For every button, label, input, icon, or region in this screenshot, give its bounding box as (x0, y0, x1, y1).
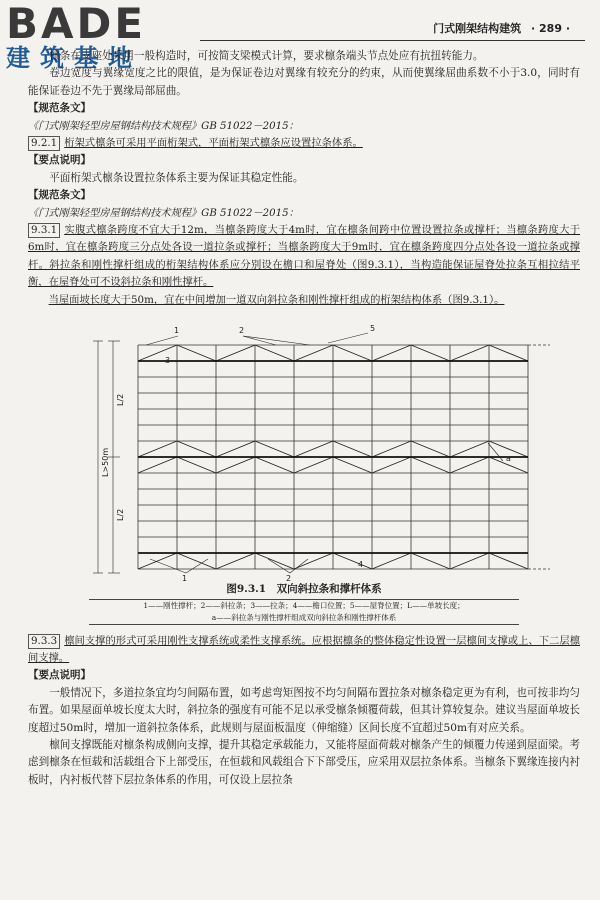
diagonal-tie (138, 457, 177, 473)
diagonal-tie (255, 457, 294, 473)
diagonal-tie (177, 345, 216, 361)
diagonal-tie (411, 553, 450, 569)
label-4: 4 (358, 560, 364, 570)
figure-caption: 图9.3.1 双向斜拉条和撑杆体系 (226, 583, 382, 596)
dim-total: L>50m (101, 447, 110, 478)
header-title: 门式刚架结构建筑 (433, 22, 522, 35)
label-1-top: 1 (174, 326, 180, 336)
diagonal-tie (372, 553, 411, 569)
diagonal-tie (450, 441, 489, 457)
dim-half-top: L/2 (116, 393, 125, 407)
header-rule (200, 40, 585, 41)
label-a: a (506, 454, 511, 464)
clause-number: 9.3.3 (28, 634, 60, 649)
clause-extra: 当屋面坡长度大于50m，宜在中间增加一道双向斜拉条和刚性撑杆组成的桁架结构体系（图9.3.1）。 (48, 293, 505, 306)
code-reference-1: 《门式刚架轻型房屋钢结构技术规程》GB 51022－2015： (28, 120, 299, 132)
diagonal-tie (294, 441, 333, 457)
diagonal-tie (294, 553, 333, 569)
diagonal-tie (411, 457, 450, 473)
diagonal-tie (255, 441, 294, 457)
diagonal-tie (138, 345, 177, 361)
label-3: 3 (165, 356, 171, 366)
logo-text: BADE (6, 0, 147, 48)
diagonal-tie (138, 441, 177, 457)
clause-text: 桁架式檩条可采用平面桁架式，平面桁架式檩条应设置拉条体系。 (64, 137, 363, 150)
logo-subtitle: 建筑基地 (6, 44, 142, 72)
diagonal-tie (333, 441, 372, 457)
clause-9-3-3 (28, 633, 580, 668)
clause-text: 檩间支撑的形式可采用刚性支撑系统或柔性支撑系统。应根据檩条的整体稳定性设置一层檩间支撑或上、下二层檩间支撑。 (28, 634, 580, 664)
diagonal-tie (177, 441, 216, 457)
diagonal-tie (411, 345, 450, 361)
label-2-top: 2 (239, 326, 245, 336)
note-paragraph-1: 一般情况下，多道拉条宜均匀间隔布置，如考虑弯矩图按不均匀间隔布置拉条对檩条稳定更为有利，也可按非均匀布置。如果屋面单坡长度太大时，斜拉条的强度有可能不足以承受檩条倾覆荷载，但其计算较复杂。建议当屋面单坡长度超过50m时，增加一道斜拉条体系，此规则与屋面板温度（伸缩缝）区间长度不宜超过50m有对应关系。 (28, 686, 580, 734)
diagonal-tie (138, 553, 177, 569)
clause-number: 9.3.1 (28, 223, 60, 238)
note-paragraph-2: 檩间支撑既能对檩条构成侧向支撑，提升其稳定承载能力，又能将屋面荷载对檩条产生的倾覆力传递到屋面梁。考虑到檩条在恒载和活载组合下上部受压，在恒载和风载组合下下部受压，应采用双层拉条体系。当檩条下翼缘连接内衬板时，内衬板代替下层拉条体系的作用，可仅设上层拉条 (28, 738, 580, 786)
bracing-diagram (28, 311, 580, 581)
clause-number: 9.2.1 (28, 136, 60, 151)
spec-heading-1: 【规范条文】 (28, 102, 91, 115)
diagonal-tie (216, 345, 255, 361)
diagonal-tie (333, 553, 372, 569)
clause-9-3-1 (28, 222, 580, 292)
diagonal-tie (372, 345, 411, 361)
diagonal-tie (489, 345, 528, 361)
page-number: · 289 · (531, 22, 570, 35)
intro-paragraph-1: 檩条在支座处采用一般构造时，可按简支梁模式计算，要求檩条端头节点处应有抗扭转能力。 (49, 50, 484, 62)
diagonal-tie (216, 441, 255, 457)
diagonal-tie (255, 345, 294, 361)
diagonal-tie (450, 553, 489, 569)
diagonal-tie (450, 457, 489, 473)
label-1-bottom: 1 (182, 574, 188, 582)
note-heading-1: 【要点说明】 (28, 154, 91, 167)
note-heading-3: 【要点说明】 (28, 669, 91, 682)
code-reference-2: 《门式刚架轻型房屋钢结构技术规程》GB 51022－2015： (28, 207, 299, 219)
diagonal-tie (294, 345, 333, 361)
spec-heading-2: 【规范条文】 (28, 189, 91, 202)
label-2-bottom: 2 (286, 574, 292, 582)
diagonal-tie (333, 345, 372, 361)
figure-legend-line-1: 1——刚性撑杆；2——斜拉条；3——拉条；4——檐口位置；5——屋脊位置；L——单坡长度； (143, 600, 465, 610)
figure-legend-line-2: a——斜拉条与刚性撑杆组成双向斜拉条和刚性撑杆体系 (211, 612, 397, 622)
clause-text: 实腹式檩条跨度不宜大于12m，当檩条跨度大于4m时，宜在檩条间跨中位置设置拉条或撑杆；当檩条跨度大于6m时，宜在檩条跨度三分点处各设一道拉条或撑杆；当檩条跨度大于9m时，宜在檩条跨度四分点处各设一道拉条或撑杆。斜拉条和刚性撑杆组成的桁架结构体系应分别设在檐口和屋脊处（图9.3.1），当构造能保证屋脊处拉条互相拉结平衡，在屋脊处可不设斜拉条和刚性撑杆。 (28, 224, 580, 289)
diagonal-tie (216, 457, 255, 473)
diagonal-tie (294, 457, 333, 473)
diagonal-tie (450, 345, 489, 361)
label-5: 5 (370, 324, 376, 334)
diagonal-tie (255, 553, 294, 569)
figure-bracing-system (28, 311, 580, 581)
page-content (28, 48, 580, 789)
diagonal-tie (216, 553, 255, 569)
clause-9-2-1 (28, 135, 580, 152)
dim-half-bottom: L/2 (116, 508, 125, 522)
diagonal-tie (489, 553, 528, 569)
diagonal-tie (372, 441, 411, 457)
diagonal-tie (333, 457, 372, 473)
running-header (433, 20, 570, 36)
note-text-1: 平面桁架式檩条设置拉条体系主要为保证其稳定性能。 (49, 171, 304, 184)
diagonal-tie (372, 457, 411, 473)
intro-paragraph-2: 卷边宽度与翼缘宽度之比的限值，是为保证卷边对翼缘有较充分的约束，从而使翼缘屈曲系数不小于3.0，同时有能保证卷边不先于翼缘局部屈曲。 (28, 67, 580, 97)
diagonal-tie (177, 457, 216, 473)
diagonal-tie (411, 441, 450, 457)
legend-rule-bottom (89, 624, 519, 625)
